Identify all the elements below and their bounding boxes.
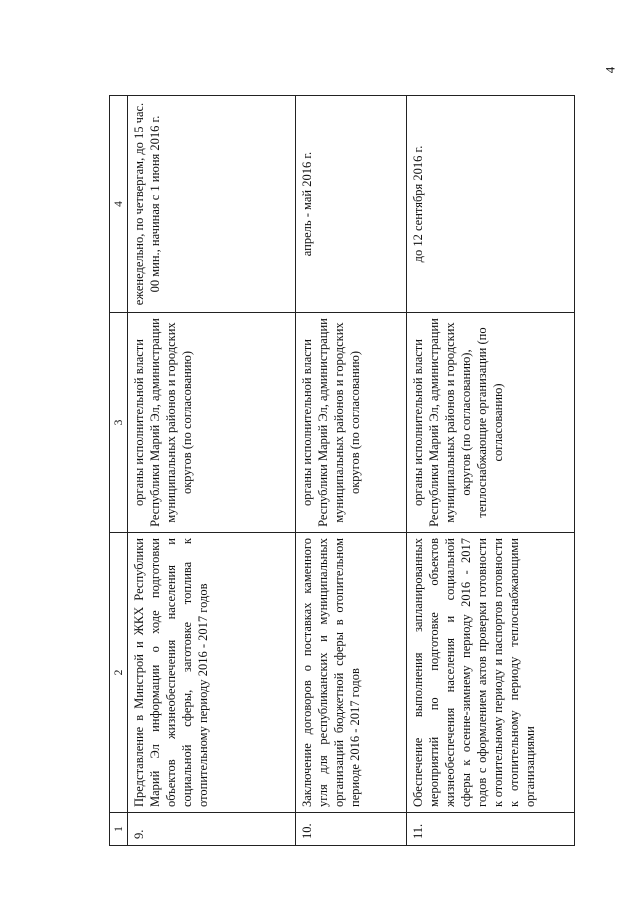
responsible-cell: органы исполнительной власти Республики Марий Эл, администрации муниципальных районов и городских округов (по согласованию)	[128, 313, 296, 533]
row-number: 9.	[128, 813, 296, 846]
responsible-cell: органы исполнительной власти Республики Марий Эл, администрации муниципальных районов и городских округов (по согласованию)	[296, 313, 406, 533]
header-row	[110, 96, 128, 846]
table-row	[128, 96, 296, 846]
measures-table	[109, 95, 575, 846]
header-col-3: 3	[110, 313, 128, 533]
row-number: 11.	[406, 813, 574, 846]
deadline-cell: до 12 сентября 2016 г.	[406, 96, 574, 313]
header-col-2: 2	[110, 533, 128, 813]
responsible-cell: органы исполнительной власти Республики Марий Эл, администрации муниципальных районов и городских округов (по согласованию), теплоснабжающие организации (по согласованию)	[406, 313, 574, 533]
event-cell: Представление в Минстрой и ЖКХ Республики Марий Эл информации о ходе подготовки объектов жизнеобеспечения населения и социальной сферы, заготовке топлива к отопительному периоду 2016 - 2017 годов	[128, 533, 296, 813]
event-cell: Заключение договоров о поставках каменного угля для республиканских и муниципальных организаций бюджетной сферы в отопительном периоде 2016 - 2017 годов	[296, 533, 406, 813]
row-number: 10.	[296, 813, 406, 846]
table-row	[296, 96, 406, 846]
rotated-table-container	[109, 96, 575, 846]
deadline-cell: апрель - май 2016 г.	[296, 96, 406, 313]
header-col-1: 1	[110, 813, 128, 846]
header-col-4: 4	[110, 96, 128, 313]
table-row	[406, 96, 574, 846]
page-number: 4	[602, 66, 618, 74]
event-cell: Обеспечение выполнения запланированных мероприятий по подготовке объектов жизнеобеспечения населения и социальной сферы к осенне-зимнему периоду 2016 - 2017 годов с оформлением актов проверки готовности к отопительному периоду и паспортов готовности к отопительному периоду теплоснабжающими организациями	[406, 533, 574, 813]
deadline-cell: еженедельно, по четвергам, до 15 час. 00 мин., начиная с 1 июня 2016 г.	[128, 96, 296, 313]
